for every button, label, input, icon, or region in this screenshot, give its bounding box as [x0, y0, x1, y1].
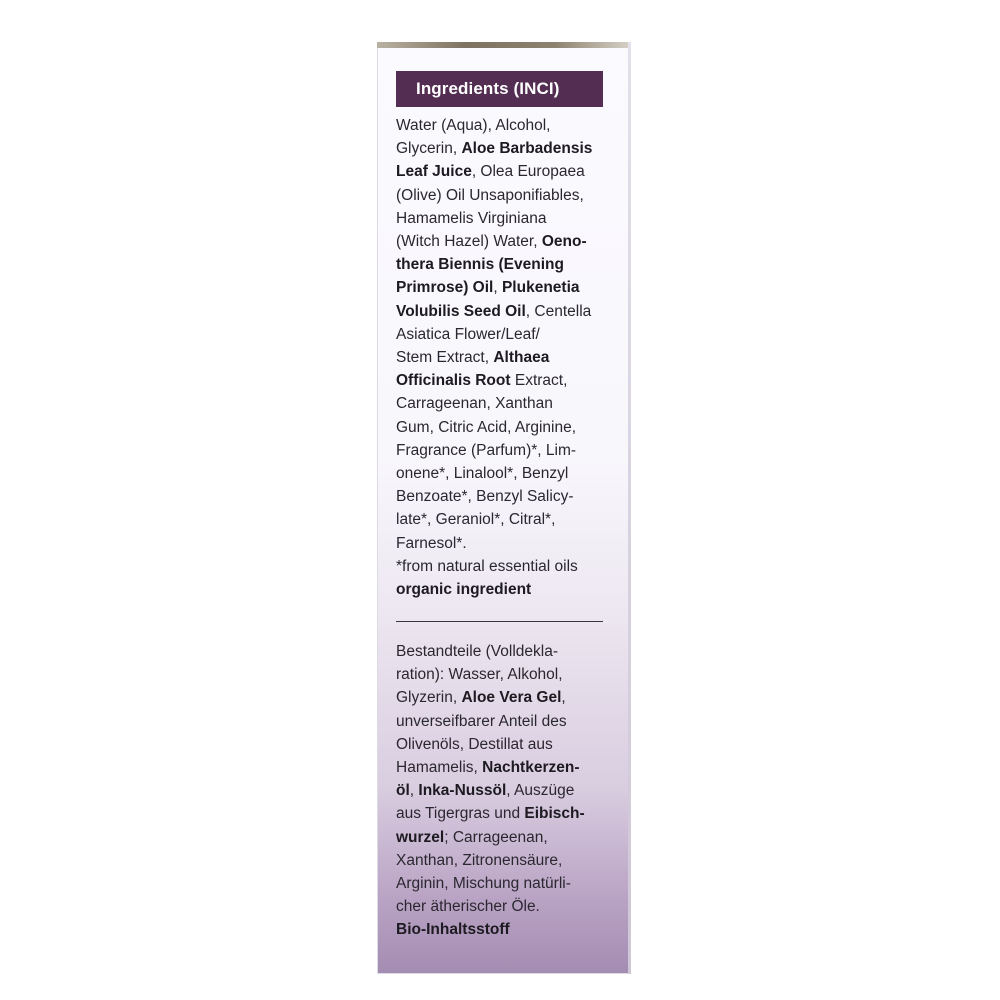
- text-line: [396, 184, 608, 207]
- bold-text: Primrose) Oil: [396, 279, 494, 297]
- text-segment: (Olive) Oil Unsaponifiables,: [396, 186, 584, 204]
- text-line: [396, 160, 608, 183]
- bold-text: Plukenetia: [501, 279, 580, 297]
- text-line: [396, 276, 608, 299]
- text-line: [396, 872, 608, 895]
- text-segment: Extract,: [510, 372, 568, 390]
- text-segment: Fragrance (Parfum)*, Lim-: [396, 441, 577, 459]
- text-segment: cher ätherischer Öle.: [396, 898, 540, 916]
- text-line: [396, 779, 608, 802]
- text-line: [396, 508, 608, 531]
- text-segment: Bestandteile (Volldekla-: [396, 643, 558, 660]
- section-divider: [396, 621, 603, 622]
- bold-text: Aloe Barbadensis: [461, 140, 593, 158]
- text-segment: late*, Geraniol*, Citral*,: [396, 511, 556, 529]
- text-line: [396, 114, 608, 137]
- text-segment: Glycerin,: [396, 140, 462, 158]
- text-segment: Xanthan, Zitronensäure,: [396, 851, 563, 869]
- text-line: [396, 346, 608, 369]
- bold-text: Althaea: [493, 349, 550, 367]
- package-right-edge: [628, 42, 631, 974]
- text-segment: Farnesol*.: [396, 534, 467, 552]
- text-segment: aus Tigergras und: [396, 805, 525, 823]
- text-line: [396, 802, 608, 825]
- text-segment: Hamamelis Virginiana: [396, 209, 547, 227]
- text-line: [396, 578, 608, 601]
- text-segment: ,: [561, 689, 566, 707]
- text-line: [396, 416, 608, 439]
- text-line: [396, 137, 608, 160]
- text-line: [396, 230, 608, 253]
- bold-text: Bio-Inhaltsstoff: [396, 921, 510, 939]
- ingredients-list-english: [396, 114, 608, 601]
- text-line: [396, 392, 608, 415]
- bold-text: Aloe Vera Gel: [461, 689, 562, 707]
- text-segment: Benzoate*, Benzyl Salicy-: [396, 488, 574, 506]
- text-line: [396, 710, 608, 733]
- bold-text: Eibisch-: [524, 805, 585, 823]
- text-line: [396, 369, 608, 392]
- text-segment: , Centella: [525, 302, 592, 320]
- text-segment: unverseifbarer Anteil des: [396, 712, 567, 730]
- text-segment: *from natural essential oils: [396, 557, 578, 575]
- text-line: [396, 462, 608, 485]
- text-line: [396, 555, 608, 578]
- text-line: [396, 849, 608, 872]
- text-line: [396, 895, 608, 918]
- bold-text: wurzel: [396, 828, 445, 846]
- text-line: [396, 323, 608, 346]
- ingredients-heading: Ingredients (INCI): [396, 71, 603, 107]
- text-segment: Olivenöls, Destillat aus: [396, 735, 553, 753]
- text-line: [396, 485, 608, 508]
- text-line: [396, 253, 608, 276]
- package-top-edge: [377, 42, 631, 48]
- text-segment: , Olea Europaea: [471, 163, 585, 181]
- text-line: [396, 207, 608, 230]
- text-segment: Gum, Citric Acid, Arginine,: [396, 418, 577, 436]
- bold-text: Officinalis Root: [396, 372, 511, 390]
- text-line: [396, 733, 608, 756]
- text-segment: Glyzerin,: [396, 689, 462, 707]
- bold-text: Leaf Juice: [396, 163, 472, 181]
- text-segment: Carrageenan, Xanthan: [396, 395, 553, 413]
- bold-text: Volubilis Seed Oil: [396, 302, 526, 320]
- text-segment: Hamamelis,: [396, 759, 483, 777]
- text-segment: (Witch Hazel) Water,: [396, 233, 542, 251]
- bold-text: organic ingredient: [396, 581, 532, 599]
- bold-text: thera Biennis (Evening: [396, 256, 564, 274]
- text-segment: ,: [493, 279, 502, 297]
- package-side-panel: [377, 42, 631, 974]
- bold-text: Inka-Nussöl: [418, 782, 507, 800]
- text-line: [396, 756, 608, 779]
- text-segment: Asiatica Flower/Leaf/: [396, 325, 540, 343]
- text-line: [396, 686, 608, 709]
- text-line: [396, 918, 608, 941]
- ingredients-list-german: [396, 640, 608, 942]
- text-line: [396, 300, 608, 323]
- text-line: [396, 439, 608, 462]
- text-segment: ration): Wasser, Alkohol,: [396, 666, 563, 684]
- text-segment: Water (Aqua), Alcohol,: [396, 117, 551, 134]
- text-line: [396, 663, 608, 686]
- text-segment: ; Carrageenan,: [444, 828, 548, 846]
- bold-text: öl: [396, 782, 410, 800]
- text-line: [396, 532, 608, 555]
- text-segment: Arginin, Mischung natürli-: [396, 875, 571, 893]
- bold-text: Oeno-: [541, 233, 587, 251]
- text-line: [396, 640, 608, 663]
- text-line: [396, 826, 608, 849]
- text-segment: , Auszüge: [506, 782, 575, 800]
- text-segment: onene*, Linalool*, Benzyl: [396, 465, 569, 483]
- bold-text: Nachtkerzen-: [482, 759, 580, 777]
- text-segment: ,: [409, 782, 419, 800]
- text-segment: Stem Extract,: [396, 349, 494, 367]
